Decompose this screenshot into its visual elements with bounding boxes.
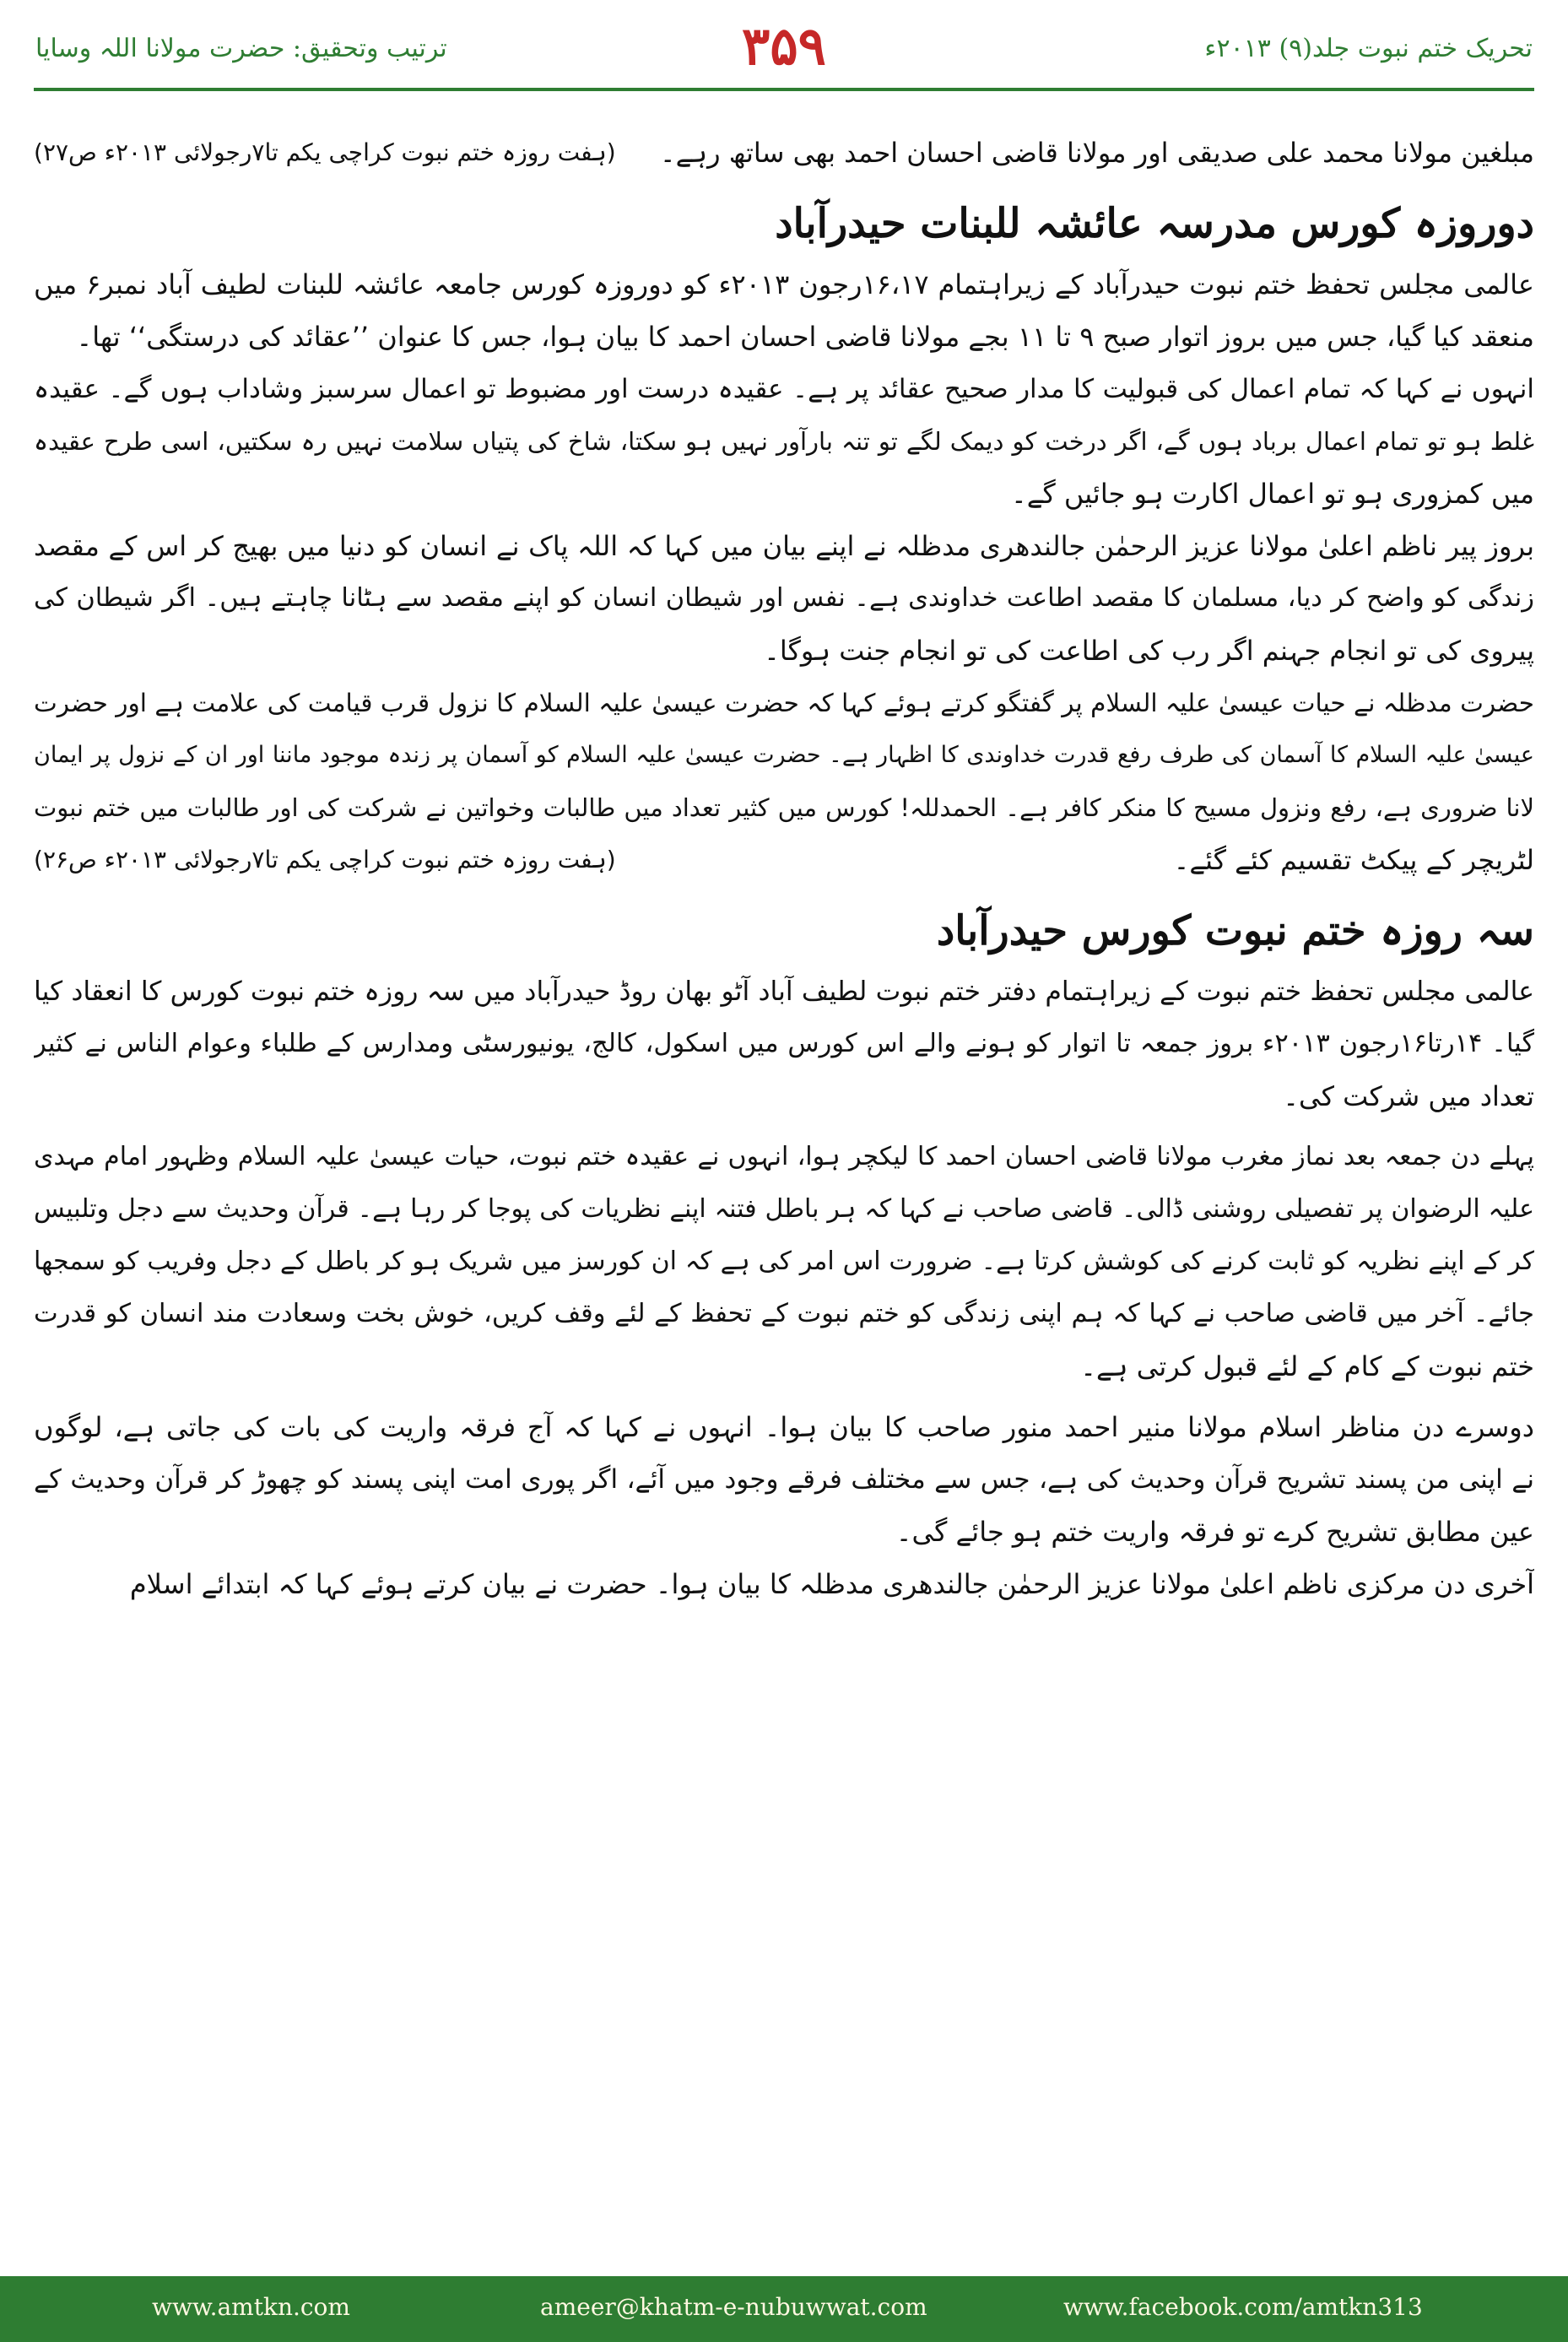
text-line: جائے۔ آخر میں قاضی صاحب نے کہا کہ ہم اپنی زندگی کو ختم نبوت کے تحفظ کے لئے وقف کریں، خوش بخت وسعادت مند انسان کو قدرت xyxy=(34,1299,1534,1328)
header-book-title: تحریک ختم نبوت جلد(۹) ۲۰۱۳ء xyxy=(1204,34,1533,63)
section1-heading: دوروزہ کورس مدرسہ عائشہ للبنات حیدرآباد xyxy=(775,200,1534,247)
text-line: علیہ الرضوان پر تفصیلی روشنی ڈالی۔ قاضی صاحب نے کہا کہ ہر باطل فتنہ اپنے نظریات کی پوجا کر رہا ہے۔ قرآن وحدیث سے دجل وتلبیس xyxy=(34,1194,1534,1224)
intro-citation: (ہفت روزہ ختم نبوت کراچی یکم تا۷رجولائی ۲۰۱۳ء ص۲۷) xyxy=(34,138,616,166)
text-line: غلط ہو تو تمام اعمال برباد ہوں گے، اگر درخت کو دیمک لگے تو تنہ بارآور نہیں ہو سکتا، شاخ کی پتیاں سلامت نہیں رہ سکتیں، اسی طرح عقیدہ xyxy=(34,427,1534,456)
text-line: نے اپنی من پسند تشریح قرآن وحدیث کی ہے، جس سے مختلف فرقے وجود میں آئے، اگر پوری امت اپنی پسند کو چھوڑ کر قرآن وحدیث کے xyxy=(34,1464,1534,1495)
footer-facebook-link[interactable]: www.facebook.com/amtkn313 xyxy=(1063,2293,1423,2321)
section1-closing: لٹریچر کے پیکٹ تقسیم کئے گئے۔ xyxy=(1173,844,1534,876)
text-line: آخری دن مرکزی ناظم اعلیٰ مولانا عزیز الرحمٰن جالندھری مدظلہ کا بیان ہوا۔ حضرت نے بیان کرتے ہوئے کہا کہ ابتدائے اسلام xyxy=(129,1568,1534,1600)
text-line: دوسرے دن مناظر اسلام مولانا منیر احمد منور صاحب کا بیان ہوا۔ انہوں نے کہا کہ آج فرقہ واریت کی بات کی جاتی ہے، لوگوں xyxy=(34,1411,1534,1443)
text-line: لانا ضروری ہے، رفع ونزول مسیح کا منکر کافر ہے۔ الحمدللہ! کورس میں کثیر تعداد میں طالبات وخواتین نے شرکت کی اور طالبات میں ختم نبوت xyxy=(34,793,1534,822)
text-line: پیروی کی تو انجام جہنم اگر رب کی اطاعت کی تو انجام جنت ہوگا۔ xyxy=(764,635,1534,667)
section1-citation: (ہفت روزہ ختم نبوت کراچی یکم تا۷رجولائی ۲۰۱۳ء ص۲۶) xyxy=(34,846,616,874)
section1-paragraphs xyxy=(34,258,1534,834)
header-divider xyxy=(34,88,1534,91)
page-footer xyxy=(0,2276,1568,2342)
section1-closing-row xyxy=(34,834,1534,886)
text-line: پہلے دن جمعہ بعد نماز مغرب مولانا قاضی احسان احمد کا لیکچر ہوا، انہوں نے عقیدہ ختم نبوت، حیات عیسیٰ علیہ السلام وظہور امام مہدی xyxy=(34,1142,1534,1171)
text-line: کر کے اپنے نظریہ کو ثابت کرنے کی کوشش کرتا ہے۔ ضرورت اس امر کی ہے کہ ان کورسز میں شریک ہو کر باطل کے دجل وفریب کو سمجھا xyxy=(34,1247,1534,1276)
intro-text: مبلغین مولانا محمد علی صدیقی اور مولانا قاضی احسان احمد بھی ساتھ رہے۔ xyxy=(659,137,1534,169)
page-header xyxy=(0,0,1568,101)
text-line: منعقد کیا گیا، جس میں بروز اتوار صبح ۹ تا ۱۱ بجے مولانا قاضی احسان احمد کا بیان ہوا، جس کا عنوان ’’عقائد کی درستگی‘‘ تھا۔ xyxy=(76,321,1534,353)
section2-paragraphs xyxy=(34,965,1534,1610)
article-body xyxy=(34,127,1534,2262)
footer-website-link[interactable]: www.amtkn.com xyxy=(152,2293,350,2321)
text-line: عالمی مجلس تحفظ ختم نبوت کے زیراہتمام دفتر ختم نبوت لطیف آباد آٹو بھان روڈ حیدرآباد میں سہ روزہ ختم نبوت کورس کا انعقاد کیا xyxy=(34,976,1534,1007)
text-line: تعداد میں شرکت کی۔ xyxy=(1283,1080,1534,1112)
text-line: زندگی کو واضح کر دیا، مسلمان کا مقصد اطاعت خداوندی ہے۔ نفس اور شیطان انسان کو اپنے مقصد سے ہٹانا چاہتے ہیں۔ اگر شیطان کی xyxy=(34,583,1534,613)
section2-heading: سہ روزہ ختم نبوت کورس حیدرآباد xyxy=(936,907,1534,955)
text-line: گیا۔ ۱۴رتا۱۶رجون ۲۰۱۳ء بروز جمعہ تا اتوار کو ہونے والے اس کورس میں اسکول، کالج، یونیورسٹی ومدارس کے طلباء وعوام الناس نے کثیر xyxy=(34,1029,1534,1058)
text-line: ختم نبوت کے کام کے لئے قبول کرتی ہے۔ xyxy=(1080,1350,1534,1382)
text-line: بروز پیر ناظم اعلیٰ مولانا عزیز الرحمٰن جالندھری مدظلہ نے اپنے بیان میں کہا کہ اللہ پاک نے انسان کو دنیا میں بھیج کر اس کے مقصد xyxy=(34,530,1534,562)
footer-email-link[interactable]: ameer@khatm-e-nubuwwat.com xyxy=(540,2293,927,2321)
text-line: انہوں نے کہا کہ تمام اعمال کی قبولیت کا مدار صحیح عقائد پر ہے۔ عقیدہ درست اور مضبوط تو اعمال سرسبز وشاداب ہوں گے۔ عقیدہ xyxy=(34,374,1534,404)
page-number: ۳۵۹ xyxy=(742,15,826,77)
intro-row xyxy=(34,127,1534,179)
text-line: عین مطابق تشریح کرے تو فرقہ واریت ختم ہو جائے گی۔ xyxy=(895,1516,1534,1548)
text-line: عیسیٰ علیہ السلام کا آسمان کی طرف رفع قدرت خداوندی کا اظہار ہے۔ حضرت عیسیٰ علیہ السلام کو آسمان پر زندہ موجود ماننا اور ان کے نزول پر ایمان xyxy=(34,742,1534,768)
text-line: حضرت مدظلہ نے حیات عیسیٰ علیہ السلام پر گفتگو کرتے ہوئے کہا کہ حضرت عیسیٰ علیہ السلام کا نزول قرب قیامت کی علامت ہے اور حضرت xyxy=(34,689,1534,717)
text-line: عالمی مجلس تحفظ ختم نبوت حیدرآباد کے زیراہتمام ۱۶،۱۷رجون ۲۰۱۳ء کو دوروزہ کورس جامعہ عائشہ للبنات لطیف آباد نمبر۶ میں xyxy=(34,268,1534,300)
text-line: میں کمزوری ہو تو اعمال اکارت ہو جائیں گے۔ xyxy=(1011,478,1534,510)
header-compiler: ترتیب وتحقیق: حضرت مولانا اللہ وسایا xyxy=(35,34,447,63)
